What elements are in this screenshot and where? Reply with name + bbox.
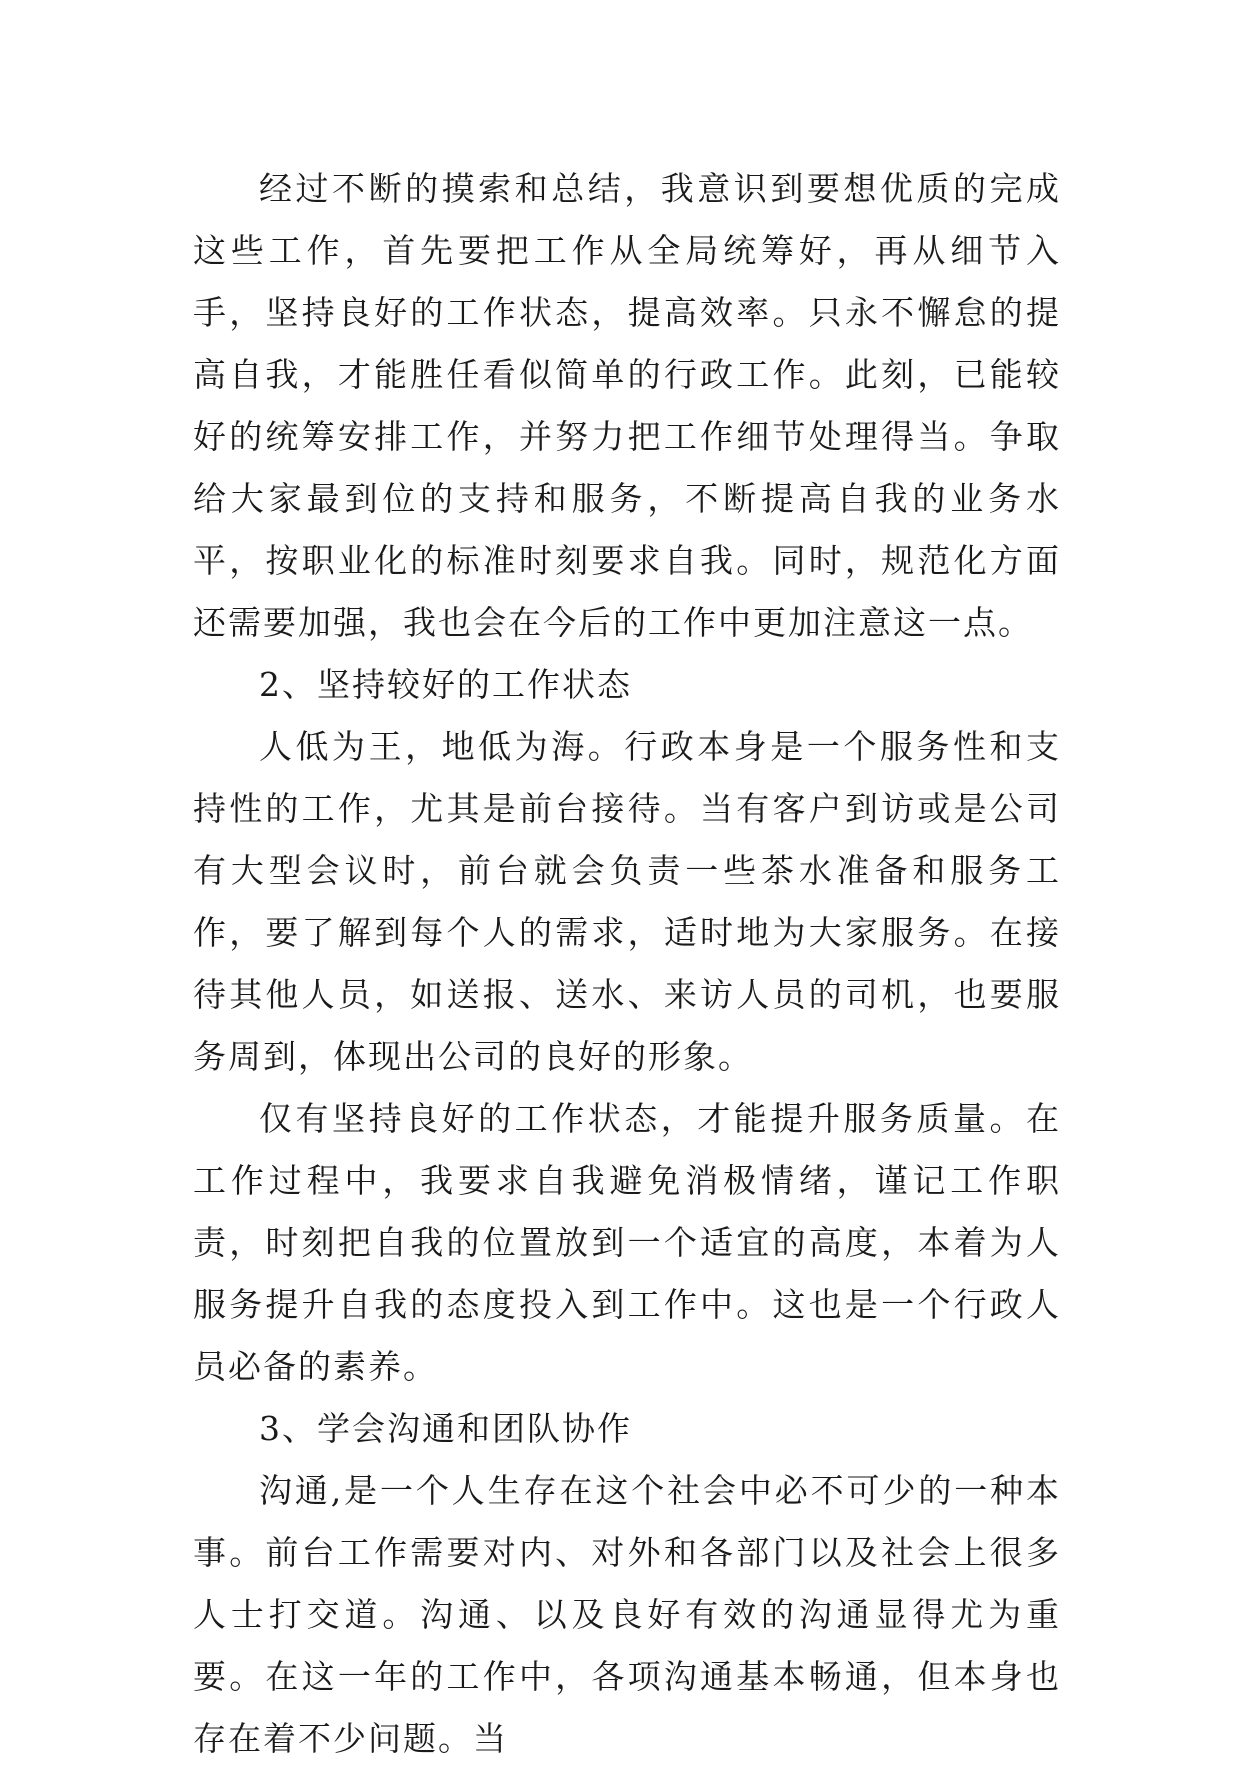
paragraph-communication: 沟通,是一个人生存在这个社会中必不可少的一种本事。前台工作需要对内、对外和各部门以及社会上很多人士打交道。沟通、以及良好有效的沟通显得尤为重要。在这一年的工作中，各项沟通基本畅通，但本身也存在着不少问题。当	[193, 1471, 1061, 1758]
section-heading-2: 2、坚持较好的工作状态	[259, 665, 632, 704]
paragraph-summary: 经过不断的摸索和总结，我意识到要想优质的完成这些工作，首先要把工作从全局统筹好，再从细节入手，坚持良好的工作状态，提高效率。只永不懈怠的提高自我，才能胜任看似简单的行政工作。此刻，已能较好的统筹安排工作，并努力把工作细节处理得当。争取给大家最到位的支持和服务，不断提高自我的业务水平，按职业化的标准时刻要求自我。同时，规范化方面还需要加强，我也会在今后的工作中更加注意这一点。	[193, 169, 1061, 642]
paragraph-service: 人低为王，地低为海。行政本身是一个服务性和支持性的工作，尤其是前台接待。当有客户到访或是公司有大型会议时，前台就会负责一些茶水准备和服务工作，要了解到每个人的需求，适时地为大家服务。在接待其他人员，如送报、送水、来访人员的司机，也要服务周到，体现出公司的良好的形象。	[193, 727, 1061, 1076]
section-heading-3: 3、学会沟通和团队协作	[259, 1409, 632, 1448]
paragraph-attitude: 仅有坚持良好的工作状态，才能提升服务质量。在工作过程中，我要求自我避免消极情绪，谨记工作职责，时刻把自我的位置放到一个适宜的高度，本着为人服务提升自我的态度投入到工作中。这也是一个行政人员必备的素养。	[193, 1099, 1061, 1386]
document-body	[193, 158, 1061, 1770]
